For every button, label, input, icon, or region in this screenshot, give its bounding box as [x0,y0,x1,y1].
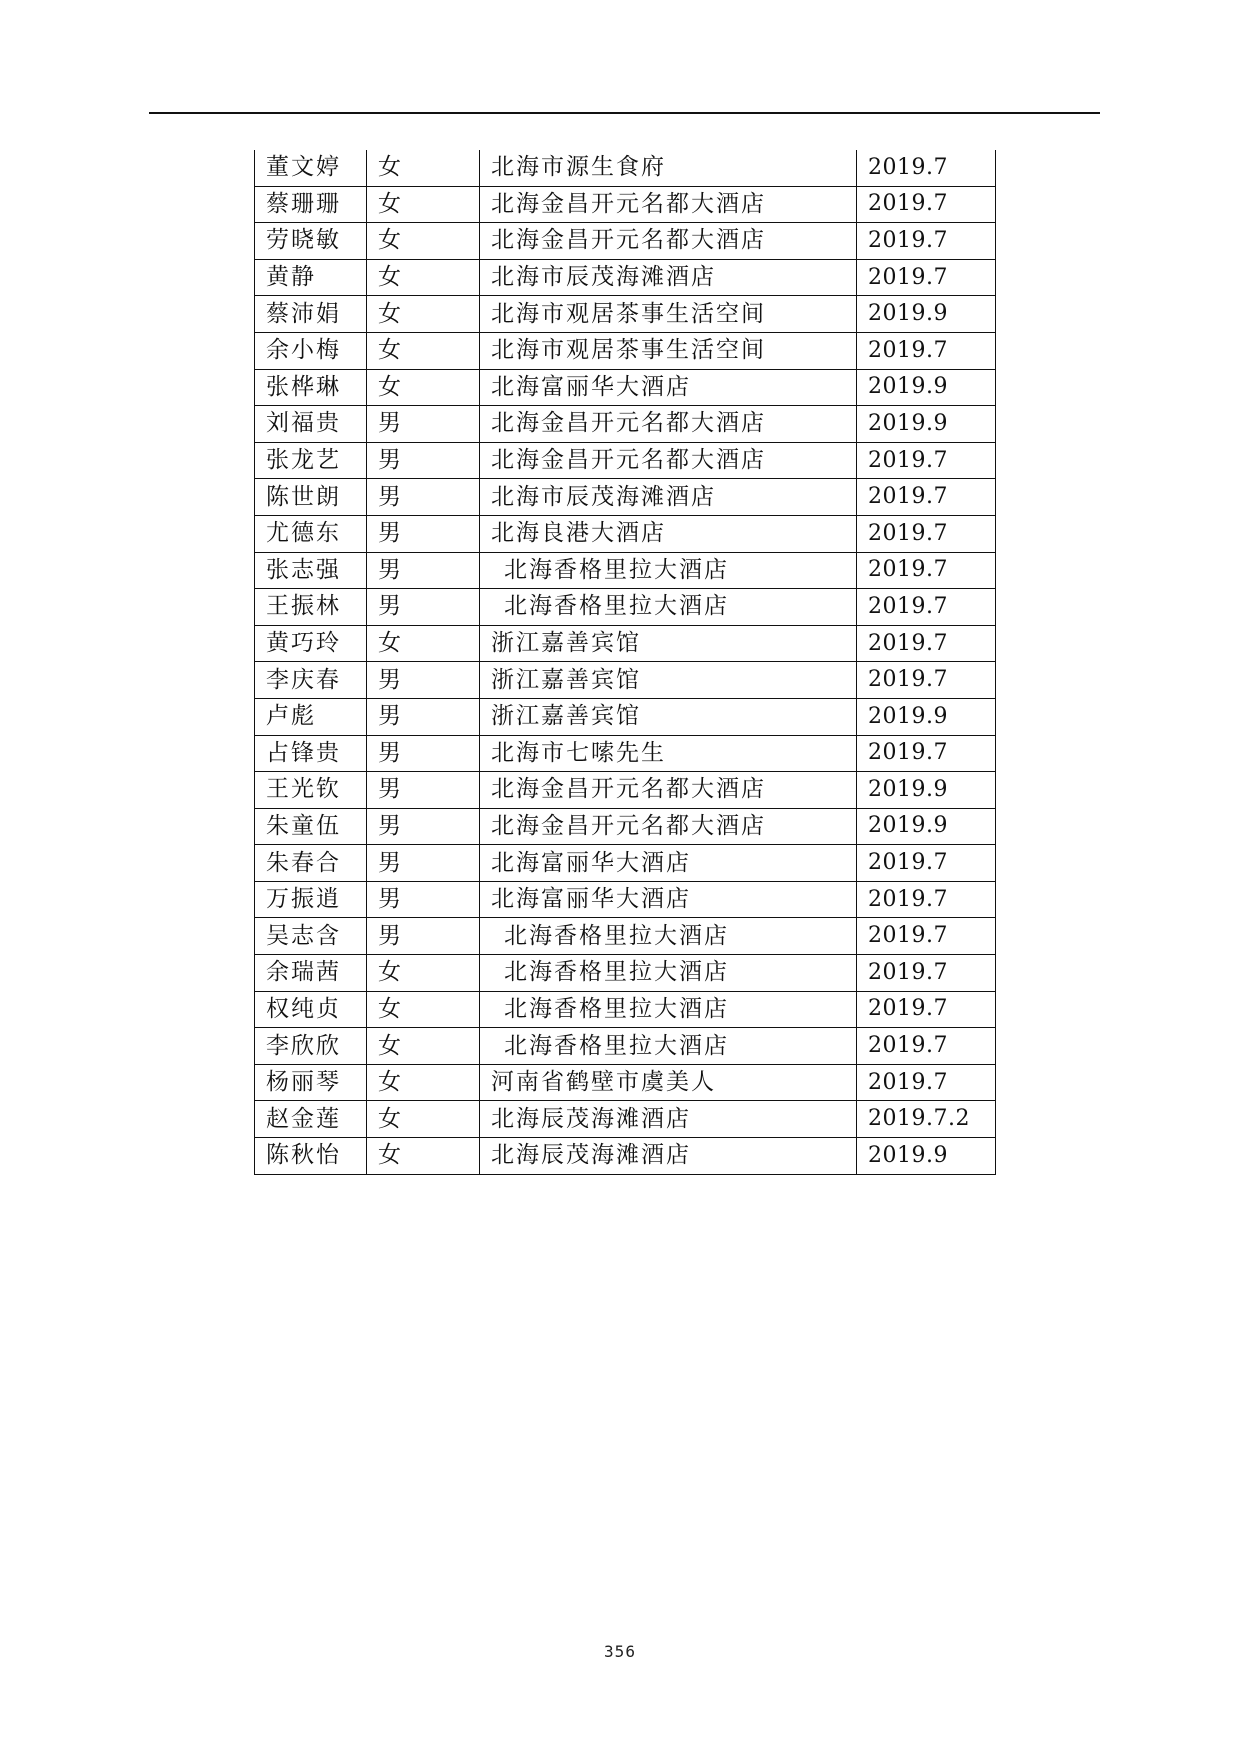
table-row [255,369,996,406]
date-cell: 2019.7.2 [857,1101,996,1138]
name-cell: 陈秋怡 [255,1138,367,1175]
page-number: 356 [604,1642,636,1661]
employer-cell: 北海香格里拉大酒店 [480,1028,857,1065]
date-cell: 2019.7 [857,332,996,369]
date-cell: 2019.7 [857,625,996,662]
employer-cell: 北海市七嗦先生 [480,735,857,772]
employer-cell: 北海香格里拉大酒店 [480,918,857,955]
date-cell: 2019.7 [857,918,996,955]
date-cell: 2019.9 [857,1138,996,1175]
table-row [255,150,996,186]
gender-cell: 女 [367,332,480,369]
gender-cell: 男 [367,735,480,772]
gender-cell: 女 [367,259,480,296]
employer-cell: 北海辰茂海滩酒店 [480,1138,857,1175]
gender-cell: 女 [367,1138,480,1175]
table-row [255,1028,996,1065]
table-row [255,223,996,260]
table-row [255,296,996,333]
name-cell: 王光钦 [255,772,367,809]
table-row [255,918,996,955]
date-cell: 2019.7 [857,259,996,296]
employer-cell: 北海市辰茂海滩酒店 [480,479,857,516]
gender-cell: 男 [367,442,480,479]
employer-cell: 北海市源生食府 [480,150,857,186]
gender-cell: 男 [367,552,480,589]
employer-cell: 北海香格里拉大酒店 [480,589,857,626]
gender-cell: 男 [367,918,480,955]
employer-cell: 河南省鹤壁市虞美人 [480,1064,857,1101]
employer-cell: 北海良港大酒店 [480,515,857,552]
employer-cell: 浙江嘉善宾馆 [480,662,857,699]
employer-cell: 北海香格里拉大酒店 [480,955,857,992]
table-row [255,625,996,662]
name-cell: 黄静 [255,259,367,296]
name-cell: 董文婷 [255,150,367,186]
employer-cell: 北海金昌开元名都大酒店 [480,406,857,443]
table-row [255,698,996,735]
table-row [255,881,996,918]
gender-cell: 男 [367,479,480,516]
name-cell: 陈世朗 [255,479,367,516]
name-cell: 张桦琳 [255,369,367,406]
date-cell: 2019.9 [857,772,996,809]
table-row [255,1138,996,1175]
employer-cell: 北海富丽华大酒店 [480,845,857,882]
date-cell: 2019.7 [857,223,996,260]
table-row [255,186,996,223]
name-cell: 刘福贵 [255,406,367,443]
table-row [255,589,996,626]
gender-cell: 女 [367,1064,480,1101]
gender-cell: 女 [367,223,480,260]
date-cell: 2019.9 [857,406,996,443]
date-cell: 2019.7 [857,991,996,1028]
gender-cell: 男 [367,881,480,918]
gender-cell: 男 [367,662,480,699]
name-cell: 蔡珊珊 [255,186,367,223]
employer-cell: 北海金昌开元名都大酒店 [480,442,857,479]
name-cell: 李庆春 [255,662,367,699]
name-cell: 朱春合 [255,845,367,882]
gender-cell: 女 [367,1028,480,1065]
gender-cell: 女 [367,1101,480,1138]
employer-cell: 北海富丽华大酒店 [480,881,857,918]
employer-cell: 北海富丽华大酒店 [480,369,857,406]
roster-table-body [255,150,996,1174]
date-cell: 2019.7 [857,515,996,552]
name-cell: 余瑞茜 [255,955,367,992]
employer-cell: 北海市辰茂海滩酒店 [480,259,857,296]
date-cell: 2019.7 [857,186,996,223]
employer-cell: 北海香格里拉大酒店 [480,991,857,1028]
date-cell: 2019.7 [857,589,996,626]
gender-cell: 女 [367,955,480,992]
employer-cell: 北海金昌开元名都大酒店 [480,186,857,223]
table-row [255,479,996,516]
gender-cell: 女 [367,186,480,223]
employer-cell: 北海市观居茶事生活空间 [480,332,857,369]
table-row [255,991,996,1028]
table-row [255,406,996,443]
gender-cell: 女 [367,369,480,406]
name-cell: 权纯贞 [255,991,367,1028]
gender-cell: 男 [367,808,480,845]
date-cell: 2019.7 [857,1064,996,1101]
table-row [255,772,996,809]
table-row [255,1101,996,1138]
date-cell: 2019.9 [857,698,996,735]
table-row [255,1064,996,1101]
date-cell: 2019.7 [857,552,996,589]
name-cell: 王振林 [255,589,367,626]
date-cell: 2019.7 [857,150,996,186]
date-cell: 2019.7 [857,662,996,699]
name-cell: 张龙艺 [255,442,367,479]
employer-cell: 北海辰茂海滩酒店 [480,1101,857,1138]
name-cell: 卢彪 [255,698,367,735]
table-row [255,735,996,772]
employer-cell: 北海金昌开元名都大酒店 [480,223,857,260]
date-cell: 2019.7 [857,735,996,772]
name-cell: 余小梅 [255,332,367,369]
name-cell: 张志强 [255,552,367,589]
date-cell: 2019.9 [857,369,996,406]
table-row [255,515,996,552]
name-cell: 黄巧玲 [255,625,367,662]
date-cell: 2019.7 [857,881,996,918]
employer-cell: 浙江嘉善宾馆 [480,625,857,662]
table-row [255,552,996,589]
employer-cell: 北海金昌开元名都大酒店 [480,772,857,809]
name-cell: 占锋贵 [255,735,367,772]
gender-cell: 男 [367,772,480,809]
gender-cell: 男 [367,845,480,882]
table-row [255,662,996,699]
table-row [255,955,996,992]
employer-cell: 浙江嘉善宾馆 [480,698,857,735]
table-row [255,845,996,882]
gender-cell: 男 [367,589,480,626]
header-rule [149,112,1100,114]
date-cell: 2019.7 [857,955,996,992]
date-cell: 2019.7 [857,442,996,479]
employer-cell: 北海市观居茶事生活空间 [480,296,857,333]
date-cell: 2019.7 [857,479,996,516]
date-cell: 2019.9 [857,808,996,845]
name-cell: 万振逍 [255,881,367,918]
gender-cell: 男 [367,406,480,443]
name-cell: 赵金莲 [255,1101,367,1138]
name-cell: 吴志含 [255,918,367,955]
table-row [255,808,996,845]
date-cell: 2019.7 [857,845,996,882]
gender-cell: 女 [367,150,480,186]
name-cell: 蔡沛娟 [255,296,367,333]
date-cell: 2019.9 [857,296,996,333]
gender-cell: 女 [367,991,480,1028]
roster-table [254,150,996,1175]
gender-cell: 男 [367,515,480,552]
gender-cell: 女 [367,625,480,662]
table-row [255,259,996,296]
table-row [255,442,996,479]
name-cell: 杨丽琴 [255,1064,367,1101]
name-cell: 尤德东 [255,515,367,552]
employer-cell: 北海香格里拉大酒店 [480,552,857,589]
employer-cell: 北海金昌开元名都大酒店 [480,808,857,845]
gender-cell: 女 [367,296,480,333]
gender-cell: 男 [367,698,480,735]
date-cell: 2019.7 [857,1028,996,1065]
table-row [255,332,996,369]
name-cell: 劳晓敏 [255,223,367,260]
name-cell: 李欣欣 [255,1028,367,1065]
name-cell: 朱童伍 [255,808,367,845]
